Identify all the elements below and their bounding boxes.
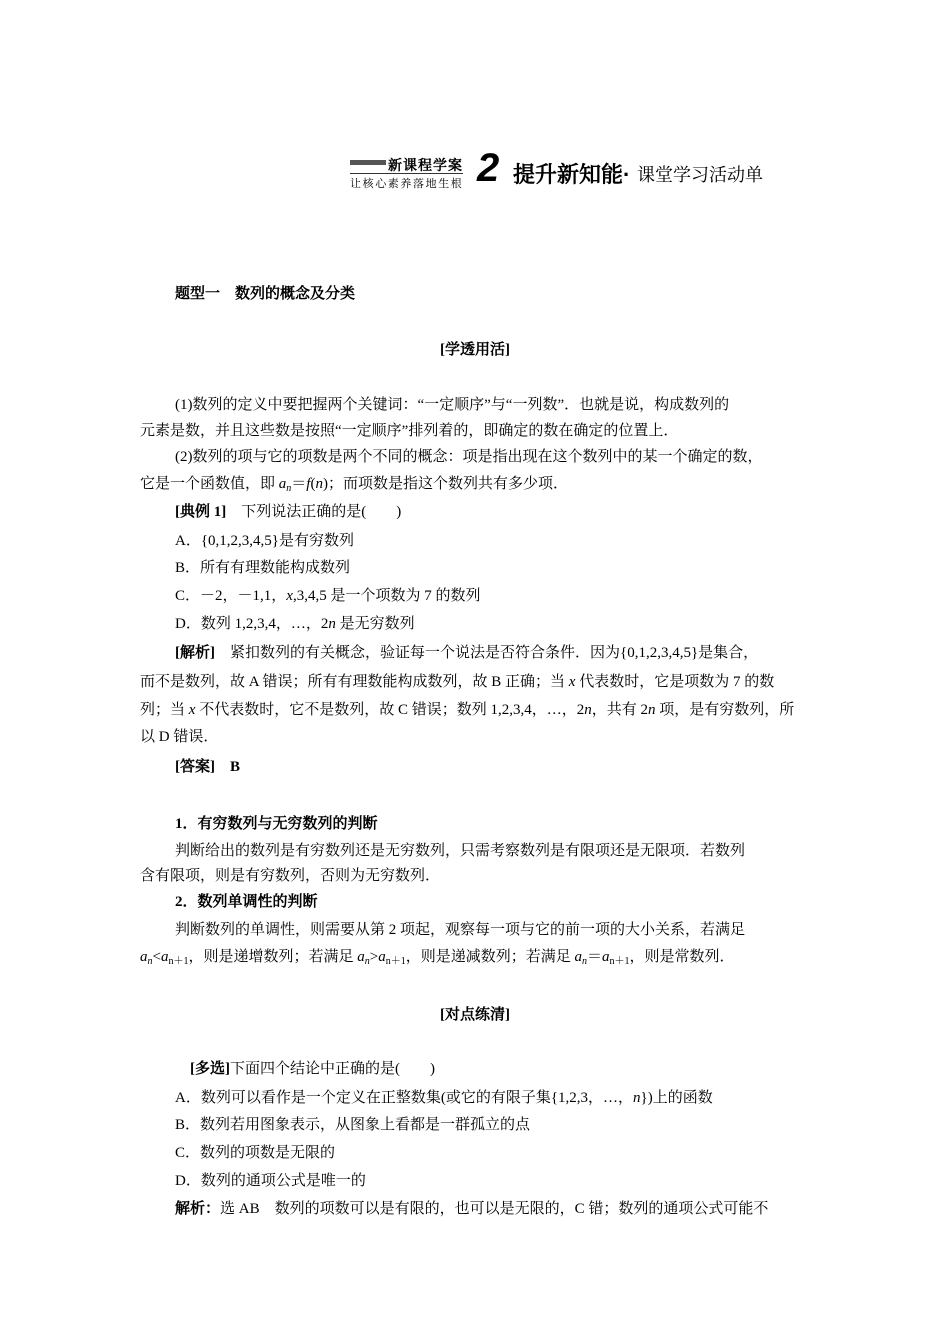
analysis-line4: 以 D 错误． <box>140 729 219 745</box>
section-title: 题型一 数列的概念及分类 <box>175 286 356 302</box>
banner-title-bold: 提升新知能· <box>513 162 631 187</box>
analysis-label: [解析] <box>175 645 215 661</box>
tip2-line1: 判断数列的单调性，则需要从第 2 项起，观察每一项与它的前一项的大小关系，若满足 <box>175 922 746 938</box>
brand-line1: 新课程学案 <box>388 159 463 174</box>
question-label: [多选] <box>190 1061 230 1077</box>
option-b: B．所有有理数能构成数列 <box>175 560 351 576</box>
q-option-b: B．数列若用图象表示，从图象上看都是一群孤立的点 <box>175 1117 531 1133</box>
tip1-title: 1．有穷数列与无穷数列的判断 <box>175 816 378 832</box>
chapter-banner <box>350 148 790 194</box>
analysis-line3: 列；当 x 不代表数时，它不是数列，故 C 错误；数列 1,2,3,4，…，2n，共有 2n 项，是有穷数列，所 <box>140 702 795 718</box>
answer-label: [答案] <box>175 759 215 775</box>
example1-label: [典例 1] <box>175 504 227 520</box>
solution-label: 解析： <box>175 1201 221 1217</box>
q-option-d: D．数列的通项公式是唯一的 <box>175 1173 366 1189</box>
tip1-line1: 判断给出的数列是有穷数列还是无穷数列，只需考察数列是有限项还是无限项．若数列 <box>175 843 746 859</box>
solution: 解析：选 AB 数列的项数可以是有限的，也可以是无限的，C 错；数列的通项公式可能不 <box>175 1201 769 1217</box>
brand-box <box>350 155 470 189</box>
analysis-line2: 而不是数列，故 A 错误；所有有理数能构成数列，故 B 正确；当 x 代表数时，它是项数为 7 的数 <box>140 674 775 690</box>
q-option-a: A．数列可以看作是一个定义在正整数集(或它的有限子集{1,2,3，…，n})上的函数 <box>175 1090 713 1106</box>
option-c: C．－2，－1,1，x,3,4,5 是一个项数为 7 的数列 <box>175 588 481 604</box>
q-option-c: C．数列的项数是无限的 <box>175 1145 336 1161</box>
para1-line2: 元素是数，并且这些数是按照“一定顺序”排列着的，即确定的数在确定的位置上． <box>140 423 679 439</box>
para1-line1: (1)数列的定义中要把握两个关键词：“一定顺序”与“一列数”．也就是说，构成数列的 <box>175 397 730 413</box>
section-number: 2 <box>477 146 500 190</box>
subheading-xuetou: [学透用活] <box>440 342 510 358</box>
tip2-line2: $a_n<a_{n+1}$，则是递增数列；若满足 $a_n>a_{n+1}$，则是递减数列；若满足 $a_n=a_{n+1}$，则是常数列． <box>140 949 735 967</box>
option-a: A．{0,1,2,3,4,5}是有穷数列 <box>175 533 354 549</box>
question: [多选]下面四个结论中正确的是( ) <box>190 1061 435 1077</box>
para2-line2: 它是一个函数值，即 $a_n=f(n)$；而项数是指这个数列共有多少项． <box>140 476 568 494</box>
brand-bar <box>350 160 386 165</box>
tip2-title: 2．数列单调性的判断 <box>175 894 318 910</box>
para2-line1: (2)数列的项与它的项数是两个不同的概念：项是指出现在这个数列中的某一个确定的数， <box>175 449 763 465</box>
analysis-line1: [解析] 紧扣数列的有关概念，验证每一个说法是否符合条件．因为{0,1,2,3,4,5}是集合， <box>175 645 759 661</box>
answer <box>175 757 240 777</box>
option-d: D．数列 1,2,3,4，…，2n 是无穷数列 <box>175 616 415 632</box>
banner-title-rest: 课堂学习活动单 <box>637 165 763 185</box>
answer-value: B <box>215 759 241 775</box>
tip1-line2: 含有限项，则是有穷数列，否则为无穷数列． <box>140 868 441 884</box>
example1: [典例 1] 下列说法正确的是( ) <box>175 504 402 520</box>
brand-line2: 让核心素养落地生根 <box>350 173 463 191</box>
subheading-duidian: [对点练清] <box>440 1007 510 1023</box>
